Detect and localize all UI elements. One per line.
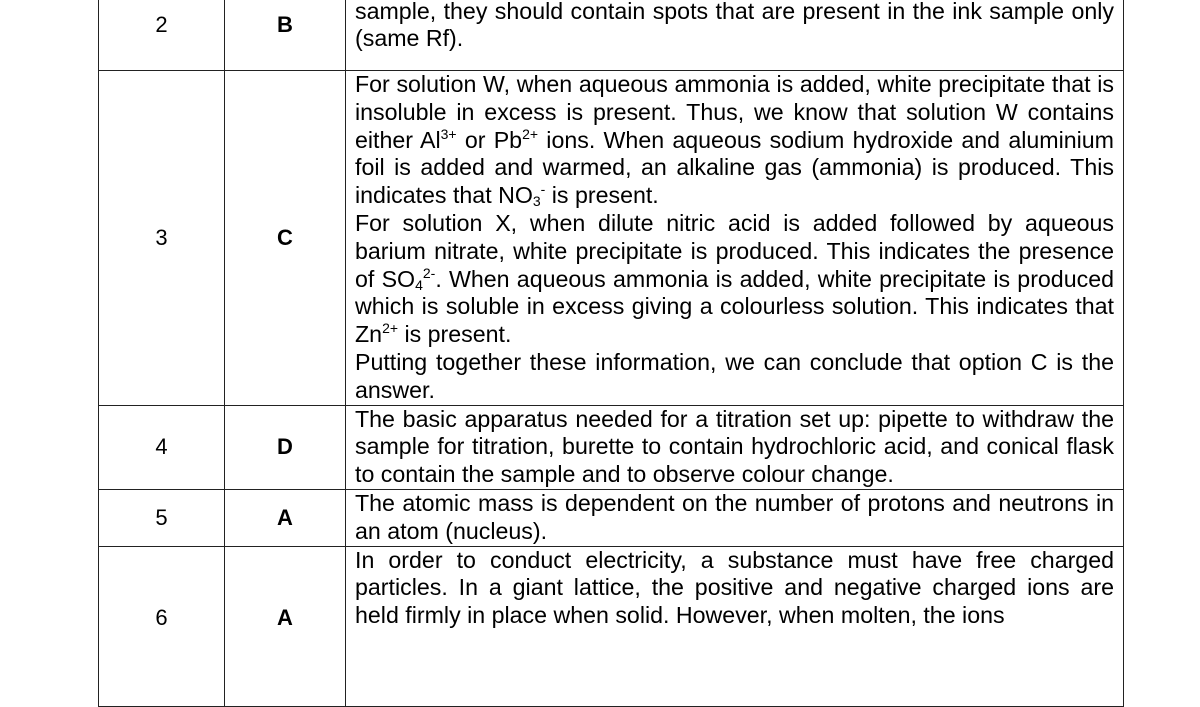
answer-letter: C: [225, 71, 346, 406]
table-row: [99, 489, 1124, 546]
explanation-cell: [346, 546, 1124, 706]
explanation-cell: [346, 405, 1124, 489]
answer-letter: D: [225, 405, 346, 489]
explanation-text: The basic apparatus needed for a titration set up: pipette to withdraw the sample for titration, burette to contain hydrochloric acid, and conical flask to contain the sample and to observe colour change.: [355, 405, 1114, 488]
solution-x-paragraph: For solution X, when dilute nitric acid is added followed by aqueous barium nitrate, white precipitate is produced. This indicates the presence of $SO_4^{2-}$. When aqueous ammonia is added, white precipitate is produced which is soluble in excess giving a colourless solution. This indicates that $Zn^{2+}$ is present.: [355, 209, 1114, 348]
table-row: [99, 405, 1124, 489]
question-number: 5: [99, 489, 225, 546]
question-number: 2: [99, 0, 225, 71]
question-number: 6: [99, 546, 225, 706]
conclusion-paragraph: Putting together these information, we can conclude that option C is the answer.: [355, 348, 1114, 403]
table-row: [99, 71, 1124, 406]
answer-letter: B: [225, 0, 346, 71]
explanation-text: sample, they should contain spots that are present in the ink sample only (same Rf).: [355, 0, 1114, 52]
table-row: [99, 546, 1124, 706]
explanation-text: The atomic mass is dependent on the number of protons and neutrons in an atom (nucleus).: [355, 489, 1114, 544]
explanation-cell: [346, 489, 1124, 546]
explanation-text: In order to conduct electricity, a substance must have free charged particles. In a giant lattice, the positive and negative charged ions are held firmly in place when solid. However, when molten, the ions: [355, 546, 1114, 629]
answer-letter: A: [225, 489, 346, 546]
answer-table: [98, 0, 1124, 707]
question-number: 4: [99, 405, 225, 489]
explanation-cell: [346, 71, 1124, 406]
explanation-cell: [346, 0, 1124, 71]
answer-letter: A: [225, 546, 346, 706]
table-row: [99, 0, 1124, 71]
solution-w-paragraph: For solution W, when aqueous ammonia is added, white precipitate that is insoluble in excess is present. Thus, we know that solution W contains either $Al^{3+}$ or $Pb^{2+}$ ions. When aqueous sodium hydroxide and aluminium foil is added and warmed, an alkaline gas (ammonia) is produced. This indicates that $NO_3^-$ is present.: [355, 71, 1114, 210]
question-number: 3: [99, 71, 225, 406]
